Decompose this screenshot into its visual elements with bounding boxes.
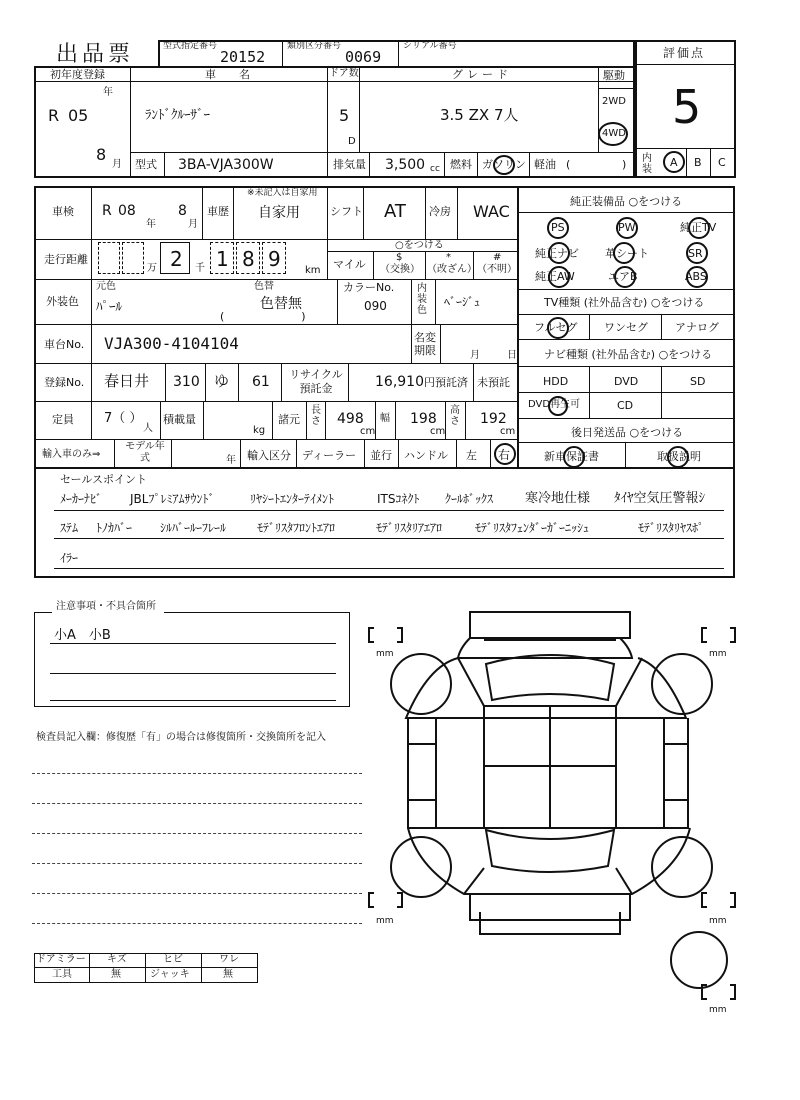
navi-hdd: HDD: [543, 375, 569, 388]
repaint-label: 色替: [254, 281, 274, 292]
reg-number: 61: [252, 374, 270, 390]
shift-value: AT: [384, 201, 406, 222]
reg-class: 310: [173, 374, 200, 390]
shaken-era: R: [102, 203, 112, 219]
sales-item: ﾄﾉｶﾊﾞｰ: [96, 521, 133, 535]
fuel-gasoline-circle: [493, 155, 515, 175]
displacement-unit: cc: [430, 164, 440, 174]
tv-title: TV種類 (社外品含む) ○をつける: [544, 296, 705, 309]
fuel-label: 燃料: [450, 158, 472, 171]
man-unit: 万: [147, 263, 157, 274]
wid-value: 198: [410, 411, 437, 427]
equipment-title: 純正装備品 ○をつける: [570, 195, 683, 208]
car-name: ﾗﾝﾄﾞｸﾙｰｻﾞｰ: [145, 108, 210, 123]
shaken-year-unit: 年: [146, 219, 156, 230]
tv-fullseg: フルセグ: [534, 321, 578, 334]
sales-item: ﾓﾃﾞﾘｽﾀﾌｪﾝﾀﾞｰｶﾞｰﾆｯｼｭ: [475, 521, 590, 535]
equip-sr: SR: [688, 247, 703, 260]
chassis-label: 車台No.: [44, 338, 85, 351]
grade-c: C: [718, 156, 726, 169]
mileage-digit-2: [122, 242, 144, 274]
ac-value: WAC: [473, 202, 510, 221]
sales-item: ﾓﾃﾞﾘｽﾀﾘｱｴｱﾛ: [376, 521, 443, 535]
repaint-paren: ( ): [220, 310, 306, 323]
registration-label: 登録No.: [44, 376, 85, 389]
sales-item: ｲﾗｰ: [60, 551, 79, 565]
handle-right-circle: [494, 443, 516, 465]
mileage-digit-3: 2: [170, 247, 183, 271]
wid-unit: cm: [430, 426, 446, 437]
equip-navi: 純正ナビ: [535, 247, 579, 260]
unit-mile: マイル: [333, 258, 366, 271]
displacement-value: 3,500: [385, 157, 426, 173]
km-unit: km: [305, 265, 321, 276]
handle-left: 左: [466, 449, 477, 462]
unit-exchange: （交換）: [380, 264, 420, 275]
unit-tampered: （改ざん）: [427, 264, 477, 275]
fuel-gasoline: ガソリン: [482, 158, 526, 171]
history-value: 自家用: [258, 205, 300, 221]
serial-label: シリアル番号: [403, 41, 457, 51]
ac-label: 冷房: [429, 205, 451, 218]
first-reg-label: 初年度登録: [50, 68, 105, 81]
model-value: 3BA-VJA300W: [178, 157, 274, 173]
reg-month: 8: [96, 145, 107, 164]
sales-item: ﾀｲﾔ空気圧警報ｼ: [614, 491, 706, 506]
shaken-month-unit: 月: [188, 219, 198, 230]
equip-ps: PS: [551, 221, 565, 234]
import-type-label: 輸入区分: [247, 449, 291, 462]
history-note: ※未記入は自家用: [247, 188, 318, 198]
ruibetsu-label: 類別区分番号: [287, 41, 342, 51]
fuel-diesel: 軽油: [534, 158, 556, 171]
repaint-value: 色替無: [260, 296, 302, 312]
expiry-month: 月: [470, 350, 480, 361]
equip-abs: ABS: [685, 270, 707, 283]
mm-label: mm: [709, 1005, 727, 1015]
sales-item: ﾒｰｶｰﾅﾋﾞ: [60, 492, 103, 506]
mileage-digit-4: 1: [216, 247, 229, 271]
capacity-unit: 人: [143, 423, 153, 434]
unit-unknown: （不明）: [477, 264, 517, 275]
drive-label: 駆動: [603, 69, 625, 82]
capacity-label: 定員: [52, 413, 74, 426]
mileage-digit-5: 8: [242, 247, 255, 271]
orig-color-label: 元色: [96, 281, 116, 292]
sen-unit: 千: [195, 263, 205, 274]
equip-tv: 純正TV: [680, 221, 717, 234]
mm-label: mm: [376, 649, 394, 659]
color-no: 090: [364, 299, 387, 313]
sales-item: JBLﾌﾟﾚﾐｱﾑｻｳﾝﾄﾞ: [130, 492, 215, 506]
mini-jack-label: ジャッキ: [150, 969, 190, 980]
sales-item: ｼﾙﾊﾞｰﾙｰﾌﾚｰﾙ: [160, 521, 227, 535]
interior-color-label: 内装色: [417, 283, 427, 316]
color-no-label: カラーNo.: [343, 281, 395, 294]
model-label: 型式: [135, 158, 157, 171]
load-label: 積載量: [163, 413, 196, 426]
sales-item: ｸｰﾙﾎﾞｯｸｽ: [445, 492, 494, 506]
drive-4wd-circle: [598, 122, 628, 146]
displacement-label: 排気量: [333, 158, 366, 171]
recycle-unit: 円預託済: [424, 376, 468, 389]
score-label: 評価点: [663, 46, 706, 60]
later-title: 後日発送品 ○をつける: [571, 426, 684, 439]
interior-grade-label: 内装: [642, 153, 652, 175]
sales-item: ﾓﾃﾞﾘｽﾀﾌﾛﾝﾄｴｱﾛ: [257, 521, 336, 535]
grade-value: 3.5 ZX 7人: [440, 106, 519, 124]
import-label: 輸入車のみ⇒: [42, 449, 101, 460]
reg-year-unit: 年: [103, 87, 113, 98]
handle-right: 右: [498, 448, 511, 462]
recycle-label: リサイクル預託金: [289, 368, 343, 396]
sales-item: ﾓﾃﾞﾘｽﾀﾘﾔｽﾎﾟ: [638, 521, 705, 535]
reg-kana: ゆ: [214, 372, 230, 390]
len-label: 長さ: [311, 405, 321, 427]
mileage-digit-1: [98, 242, 120, 274]
drive-4wd: 4WD: [602, 128, 626, 139]
len-value: 498: [337, 411, 364, 427]
shaken-year: 08: [118, 203, 136, 219]
sales-label: セールスポイント: [60, 473, 148, 486]
mini-head-break: ワレ: [219, 954, 239, 965]
handle-label: ハンドル: [404, 449, 448, 462]
navi-dvd-play: DVD再生可: [528, 399, 581, 410]
grade-b: B: [694, 156, 702, 169]
reg-month-unit: 月: [112, 159, 122, 170]
katashiki-value: 20152: [220, 48, 266, 66]
mini-jack-value: 無: [223, 969, 233, 980]
tv-oneseg: ワンセグ: [604, 321, 648, 334]
grade-label: グレード: [452, 68, 512, 81]
recycle-value: 16,910: [375, 374, 424, 390]
sales-item: ﾘﾔｼｰﾄｴﾝﾀｰﾃｲﾒﾝﾄ: [250, 492, 335, 506]
orig-color: ﾊﾟｰﾙ: [96, 300, 122, 315]
hgt-unit: cm: [500, 426, 516, 437]
equip-leather: 革シート: [605, 247, 649, 260]
mileage-label: 走行距離: [44, 253, 88, 266]
hgt-label: 高さ: [450, 405, 460, 427]
document-title: 出品票: [56, 42, 135, 67]
len-unit: cm: [360, 426, 376, 437]
car-name-label: 車 名: [205, 68, 256, 81]
equip-pw: PW: [618, 221, 636, 234]
unit-unknown-mark: #: [493, 252, 502, 263]
recycle-unpaid: 未預託: [477, 376, 510, 389]
sales-item: ｽﾃﾑ: [60, 521, 79, 535]
reg-area: 春日井: [104, 372, 150, 390]
reg-year: 05: [68, 106, 89, 125]
chassis-value: VJA300-4104104: [104, 334, 239, 353]
expiry-day: 日: [507, 350, 517, 361]
history-label: 車歴: [207, 205, 229, 218]
capacity-value: 7（ ）: [104, 411, 143, 426]
import-dealer: ディーラー: [302, 449, 357, 462]
mm-label: mm: [709, 649, 727, 659]
mini-head-mirror: ドアミラー: [36, 954, 86, 965]
shaken-label: 車検: [52, 205, 74, 218]
interior-color: ﾍﾞｰｼﾞｭ: [444, 295, 481, 309]
dims-label: 諸元: [278, 413, 300, 426]
reg-era: R: [48, 106, 60, 125]
navi-dvd: DVD: [614, 375, 639, 388]
mini-head-crack: ヒビ: [163, 954, 183, 965]
sales-item: ITSｺﾈｸﾄ: [377, 492, 420, 506]
wid-label: 幅: [380, 413, 390, 424]
notes-box: [34, 612, 350, 706]
door-count: 5: [339, 106, 350, 125]
katashiki-label: 型式指定番号: [163, 41, 218, 51]
load-unit: kg: [253, 425, 266, 436]
door-suffix: D: [348, 136, 356, 147]
mini-head-scratch: キズ: [107, 954, 127, 965]
mileage-note: ○をつける: [395, 240, 444, 251]
sales-item: 寒冷地仕様: [525, 491, 591, 506]
unit-exchange-mark: $: [396, 252, 403, 263]
mini-tools-label: 工具: [52, 969, 72, 980]
mileage-digit-6: 9: [268, 247, 281, 271]
shift-label: シフト: [330, 205, 363, 218]
mm-label: mm: [376, 916, 394, 926]
equip-aw: 純正AW: [535, 270, 575, 283]
hgt-value: 192: [480, 411, 507, 427]
navi-title: ナビ種類 (社外品含む) ○をつける: [544, 348, 713, 361]
navi-cd: CD: [617, 399, 634, 412]
exterior-label: 外装色: [46, 295, 79, 308]
score-value: 5: [672, 80, 702, 134]
navi-sd: SD: [690, 375, 706, 388]
model-year-label: モデル年式: [125, 441, 165, 464]
later-warranty: 新車保証書: [544, 450, 599, 463]
later-manual: 取扱説明: [657, 450, 701, 463]
drive-2wd: 2WD: [602, 96, 626, 107]
model-year-unit: 年: [226, 455, 236, 466]
mm-label: mm: [709, 916, 727, 926]
import-parallel: 並行: [370, 449, 392, 462]
notes-value: 小A 小B: [54, 628, 111, 643]
equip-airbag: エアB: [608, 270, 638, 283]
inspector-label: 検査員記入欄：修復歴「有」の場合は修復箇所・交換箇所を記入: [36, 732, 326, 743]
expiry-label: 名変期限: [414, 331, 436, 358]
ruibetsu-value: 0069: [345, 48, 382, 66]
grade-a: A: [670, 156, 678, 169]
mini-tools-value: 無: [111, 969, 121, 980]
tv-analog: アナログ: [675, 321, 719, 334]
grade-a-circle: [663, 151, 685, 173]
door-label: ドア数: [329, 68, 359, 79]
notes-label: 注意事項・不具合箇所: [56, 601, 156, 612]
unit-tampered-mark: *: [446, 252, 451, 263]
shaken-month: 8: [178, 203, 187, 219]
